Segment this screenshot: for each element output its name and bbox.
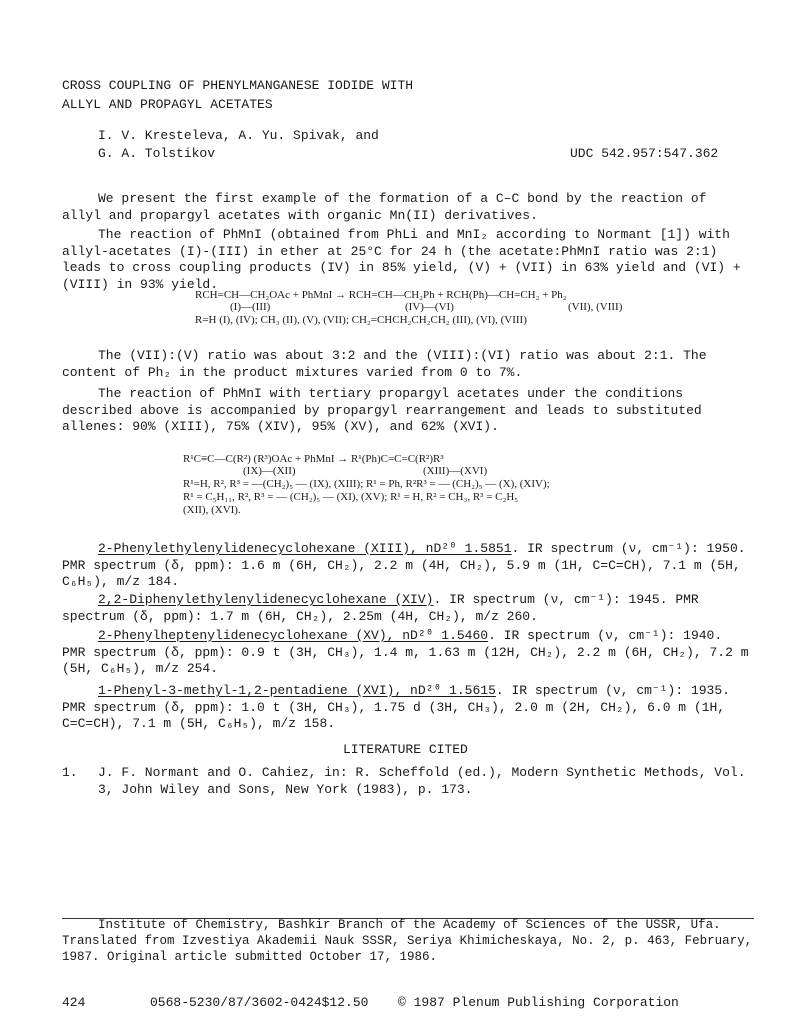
udc-code: UDC 542.957:547.362 bbox=[570, 146, 719, 161]
paragraph-2-text: The reaction of PhMnI (obtained from PhLi and MnI₂ according to Normant [1]) with allyl-acetates (I)-(III) in ether at 25°C for 24 h (the acetate:PhMnI ratio was 2:1) leads to cross coupling products (IV) in 85% yield, (V) + (VII) in 63% yield and (VI) + (VIII) in 93% yield. bbox=[62, 227, 741, 292]
footnote-line-1: Institute of Chemistry, Bashkir Branch of the Academy of Sciences of the USSR, Ufa. bbox=[98, 918, 721, 932]
authors-line-2: G. A. Tolstikov bbox=[98, 146, 216, 161]
scheme-2-equation: R¹C≡C—C(R²) (R³)OAc + PhMnI → R¹(Ph)C=C=C(R²)R³ bbox=[183, 453, 444, 465]
paragraph-3-text: The (VII):(V) ratio was about 3:2 and the (VIII):(VI) ratio was about 2:1. The content of Ph₂ in the product mixtures varied from 0 to 7%. bbox=[62, 348, 707, 380]
reference-1-text: J. F. Normant and O. Cahiez, in: R. Scheffold (ed.), Modern Synthetic Methods, Vol. 3, John Wiley and Sons, New York (1983), p. 173. bbox=[98, 765, 746, 797]
scheme-2-label-reactant: (IX)—(XII) bbox=[243, 465, 296, 477]
scheme-1-label-product-1: (IV)—(VI) bbox=[405, 301, 454, 313]
scheme-2-label-product: (XIII)—(XVI) bbox=[423, 465, 488, 477]
scheme-2-substituents-2: R¹ = C₅H₁₁, R², R³ = — (CH₂)₅ — (XI), (XV); R¹ = H, R² = CH₃, R³ = C₂H₅ bbox=[183, 491, 519, 503]
paragraph-2 bbox=[62, 227, 752, 293]
scheme-1-substituents: R=H (I), (IV); CH₃ (II), (V), (VII); CH₂=CHCH₂CH₂CH₂ (III), (VI), (VIII) bbox=[195, 314, 527, 326]
compound-name: 2-Phenylethylenylidenecyclohexane (XIII), nD²⁰ 1.5851 bbox=[98, 541, 512, 556]
title-line-2: ALLYL AND PROPAGYL ACETATES bbox=[62, 97, 273, 112]
footnote-line-2: Translated from Izvestiya Akademii Nauk SSSR, Seriya Khimicheskaya, No. 2, p. 463, February, bbox=[62, 934, 753, 948]
paragraph-3 bbox=[62, 348, 752, 381]
paragraph-4 bbox=[62, 386, 752, 436]
reference-number: 1. bbox=[62, 765, 78, 780]
compound-entry-xv bbox=[62, 628, 752, 678]
compound-spectral-data: . IR spectrum (ν, cm⁻¹): 1940. PMR spectrum (δ, ppm): 0.9 t (3H, CH₃), 1.4 m, 1.63 m (12H, CH₂), 2.2 m (6H, CH₂), 7.2 m (5H, C₆H₅), m/z 254. bbox=[62, 628, 749, 676]
title-line-1: CROSS COUPLING OF PHENYLMANGANESE IODIDE WITH bbox=[62, 78, 414, 93]
copyright-notice: © 1987 Plenum Publishing Corporation bbox=[398, 995, 679, 1010]
reference-1 bbox=[98, 765, 754, 798]
page-number: 424 bbox=[62, 995, 86, 1010]
scheme-1-equation: RCH=CH—CH₂OAc + PhMnI → RCH=CH—CH₂Ph + RCH(Ph)—CH=CH₂ + Ph₂ bbox=[195, 289, 567, 301]
paragraph-1 bbox=[62, 191, 752, 224]
scheme-1-label-reactant: (I)—(III) bbox=[230, 301, 271, 313]
compound-entry-xiii bbox=[62, 541, 752, 591]
compound-spectral-data: . IR spectrum (ν, cm⁻¹): 1935. PMR spectrum (δ, ppm): 1.0 t (3H, CH₃), 1.75 d (3H, CH₃), 2.0 m (2H, CH₂), 6.0 m (1H, C=C=CH), 7.1 m (5H, C₆H₅), m/z 158. bbox=[62, 683, 730, 731]
compound-name: 1-Phenyl-3-methyl-1,2-pentadiene (XVI), nD²⁰ 1.5615 bbox=[98, 683, 496, 698]
scheme-2-substituents-3: (XII), (XVI). bbox=[183, 504, 241, 516]
footnote-line-3: 1987. Original article submitted October 17, 1986. bbox=[62, 950, 438, 964]
compound-name: 2,2-Diphenylethylenylidenecyclohexane (XIV) bbox=[98, 592, 434, 607]
literature-heading: LITERATURE CITED bbox=[343, 742, 468, 757]
compound-name: 2-Phenylheptenylidenecyclohexane (XV), nD²⁰ 1.5460 bbox=[98, 628, 489, 643]
compound-entry-xvi bbox=[62, 683, 752, 733]
scheme-2-substituents-1: R¹=H, R², R³ = —(CH₂)₅ — (IX), (XIII); R¹ = Ph, R²R³ = — (CH₂)₅ — (X), (XIV); bbox=[183, 478, 550, 490]
compound-spectral-data: . IR spectrum (ν, cm⁻¹): 1950. PMR spectrum (δ, ppm): 1.6 m (6H, CH₂), 2.2 m (4H, CH₂), 5.9 m (1H, C=C=CH), 7.1 m (5H, C₆H₅), m/z 184. bbox=[62, 541, 746, 589]
article-code: 0568-5230/87/3602-0424$12.50 bbox=[150, 995, 369, 1010]
scheme-1-label-product-2: (VII), (VIII) bbox=[568, 301, 623, 313]
paragraph-1-text: We present the first example of the formation of a C–C bond by the reaction of allyl and propargyl acetates with organic Mn(II) derivatives. bbox=[62, 191, 707, 223]
compound-spectral-data: . IR spectrum (ν, cm⁻¹): 1945. PMR spectrum (δ, ppm): 1.7 m (6H, CH₂), 2.25m (4H, CH₂), m/z 260. bbox=[62, 592, 699, 624]
compound-entry-xiv bbox=[62, 592, 752, 625]
authors-line-1: I. V. Kresteleva, A. Yu. Spivak, and bbox=[98, 128, 379, 143]
paragraph-4-text: The reaction of PhMnI with tertiary propargyl acetates under the conditions described above is accompanied by propargyl rearrangement and leads to substituted allenes: 90% (XIII), 75% (XIV), 95% (XV), and 62% (XVI). bbox=[62, 386, 702, 434]
